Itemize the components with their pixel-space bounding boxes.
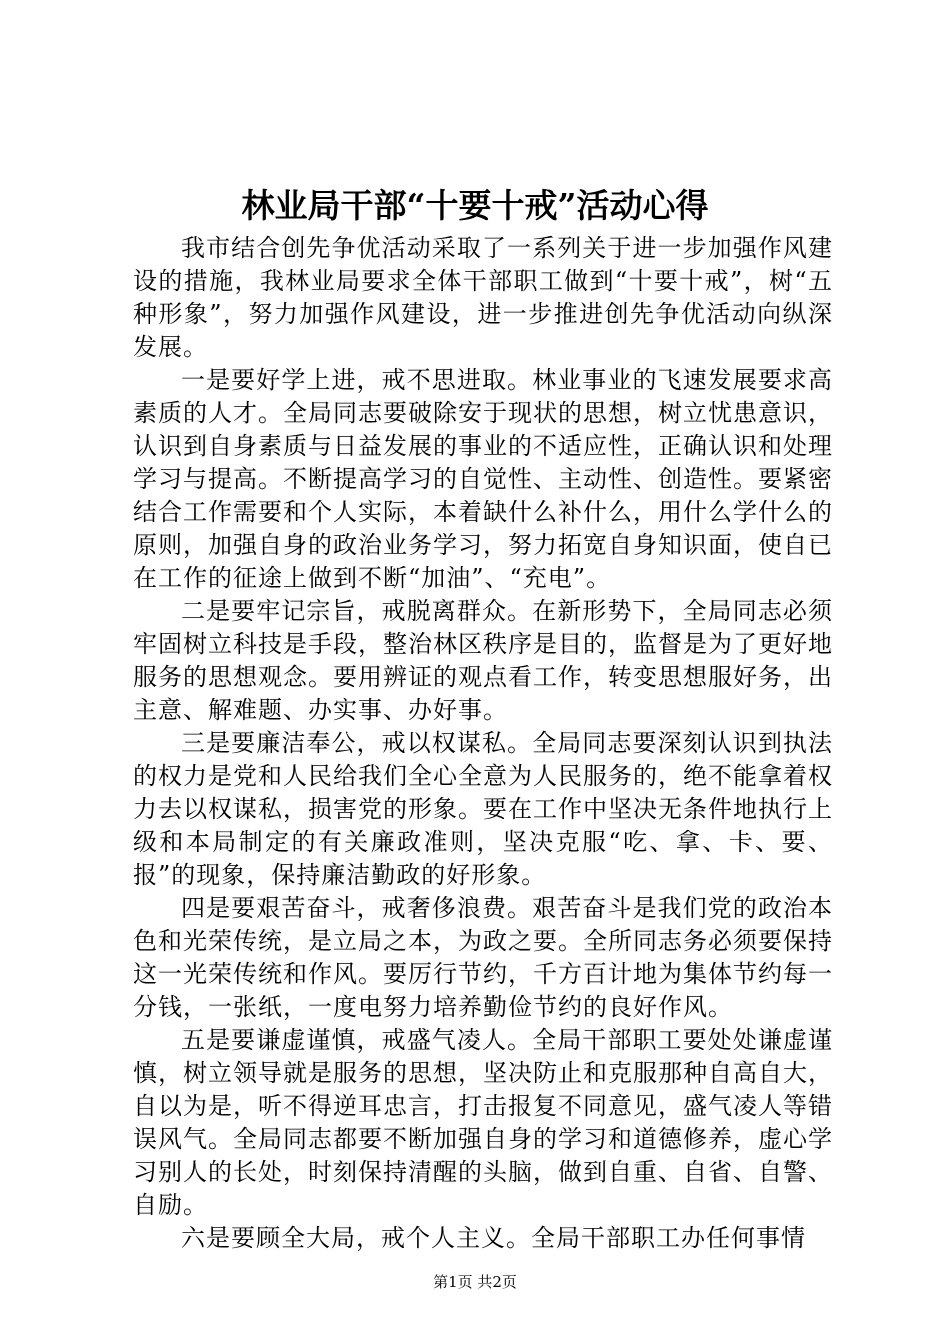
paragraph-5: 五是要谦虚谨慎，戒盛气凌人。全局干部职工要处处谦虚谨慎，树立领导就是服务的思想，坚决防止和克服那种自高自大，自以为是，听不得逆耳忠言，打击报复不同意见，盛气凌人等错误风气。全局同志都要不断加强自身的学习和道德修养，虚心学习别人的长处，时刻保持清醒的头脑，做到自重、自省、自警、自励。 [133,1026,833,1219]
paragraph-6: 六是要顾全大局，戒个人主义。全局干部职工办任何事情 [181,1224,806,1252]
page-number: 第1页 共2页 [433,1273,517,1291]
document-title: 林业局干部“十要十戒”活动心得 [241,186,709,225]
document-body [133,232,833,1255]
paragraph-1: 一是要好学上进，戒不思进取。林业事业的飞速发展要求高素质的人才。全局同志要破除安于现状的思想，树立忧患意识，认识到自身素质与日益发展的事业的不适应性，正确认识和处理学习与提高。不断提高学习的自觉性、主动性、创造性。要紧密结合工作需要和个人实际，本着缺什么补什么，用什么学什么的原则，加强自身的政治业务学习，努力拓宽自身知识面，使自已在工作的征途上做到不断“加油”、“充电”。 [133,366,833,592]
paragraph-3: 三是要廉洁奉公，戒以权谋私。全局同志要深刻认识到执法的权力是党和人民给我们全心全意为人民服务的，绝不能拿着权力去以权谋私，损害党的形象。要在工作中坚决无条件地执行上级和本局制定的有关廉政准则，坚决克服“吃、拿、卡、要、报”的现象，保持廉洁勤政的好形象。 [133,729,833,889]
paragraph-intro: 我市结合创先争优活动采取了一系列关于进一步加强作风建设的措施，我林业局要求全体干部职工做到“十要十戒”，树“五种形象”，努力加强作风建设，进一步推进创先争优活动向纵深发展。 [133,234,833,361]
paragraph-4: 四是要艰苦奋斗，戒奢侈浪费。艰苦奋斗是我们党的政治本色和光荣传统，是立局之本，为政之要。全所同志务必须要保持这一光荣传统和作风。要厉行节约，千方百计地为集体节约每一分钱，一张纸，一度电努力培养勤俭节约的良好作风。 [133,894,833,1021]
paragraph-2: 二是要牢记宗旨，戒脱离群众。在新形势下，全局同志必须牢固树立科技是手段，整治林区秩序是目的，监督是为了更好地服务的思想观念。要用辨证的观点看工作，转变思想服好务，出主意、解难题、办实事、办好事。 [133,597,833,724]
